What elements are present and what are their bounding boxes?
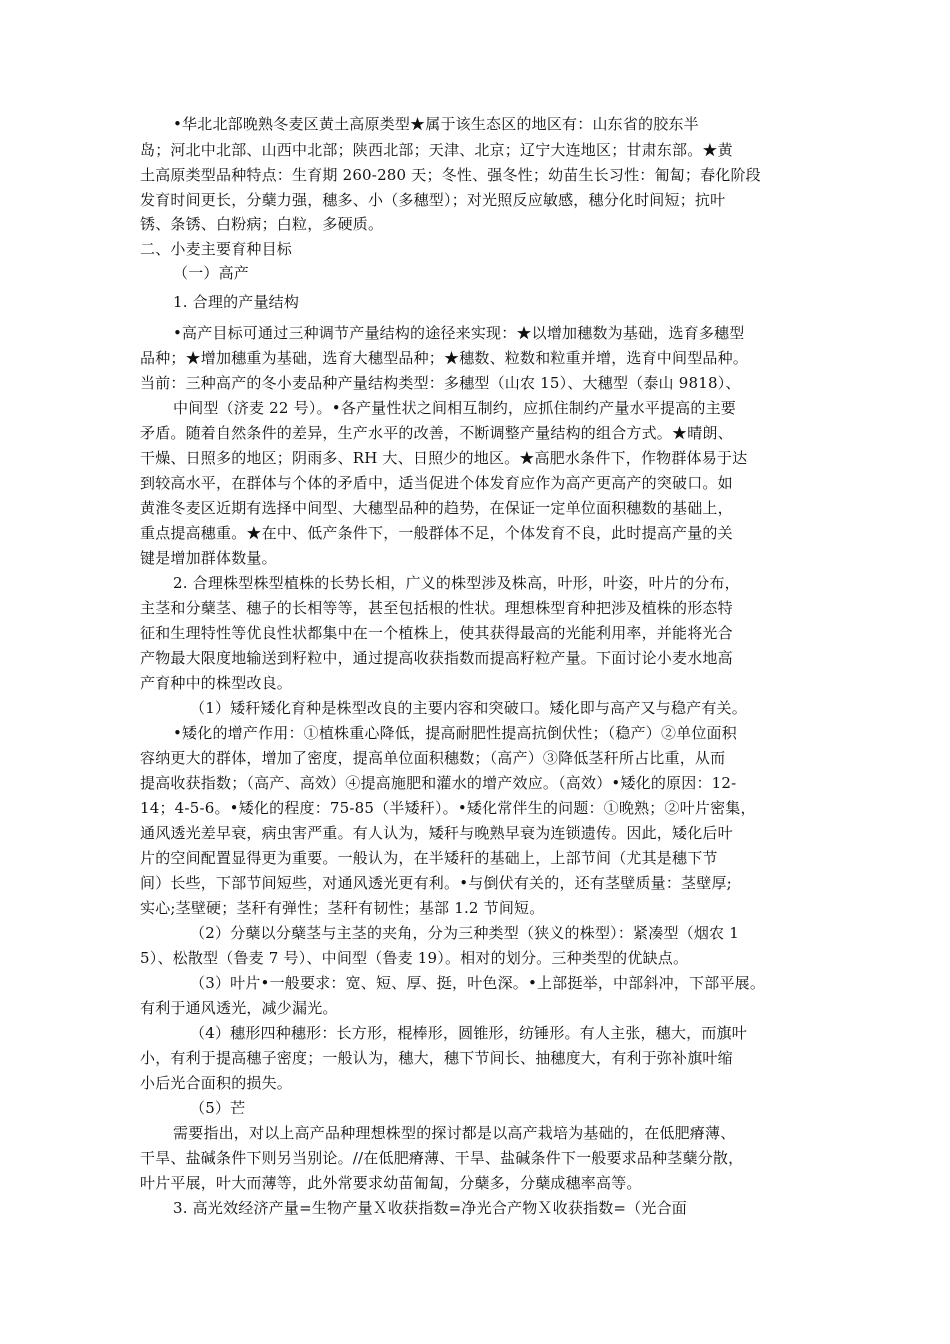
text-line: 主茎和分蘖茎、穗子的长相等等，甚至包括根的性状。理想株型育种把涉及植株的形态特 bbox=[140, 599, 733, 617]
text-line: 片的空间配置显得更为重要。一般认为，在半矮秆的基础上，上部节间（尤其是穗下节 bbox=[140, 849, 718, 867]
text-line: 容纳更大的群体，增加了密度，提高单位面积穗数；（高产）③降低茎秆所占比重，从而 bbox=[140, 749, 726, 767]
text-line: 品种；★增加穗重为基础，选育大穗型品种；★穗数、粒数和粒重并增，选育中间型品种。 bbox=[140, 349, 749, 367]
text-line: （1）矮秆矮化育种是株型改良的主要内容和突破口。矮化即与高产又与稳产有关。 bbox=[190, 699, 747, 717]
text-line: •华北北部晚熟冬麦区黄土高原类型★属于该生态区的地区有：山东省的胶东半 bbox=[173, 115, 699, 133]
text-line: 提高收获指数；（高产、高效）④提高施肥和灌水的增产效应。（高效）•矮化的原因：12- bbox=[140, 774, 737, 792]
text-line: 产物最大限度地输送到籽粒中，通过提高收获指数而提高籽粒产量。下面讨论小麦水地高 bbox=[140, 649, 733, 667]
text-line: 中间型（济麦 22 号）。•各产量性状之间相互制约，应抓住制约产量水平提高的主要 bbox=[173, 399, 736, 417]
text-line: 产育种中的株型改良。 bbox=[140, 674, 293, 692]
text-line: 实心;茎壁硬；茎秆有弹性；茎秆有韧性；基部 1.2 节间短。 bbox=[140, 899, 545, 917]
text-line: （4）穗形四种穗形：长方形，棍棒形，圆锥形，纺锤形。有人主张，穗大，而旗叶 bbox=[190, 1024, 747, 1042]
text-line: 通风透光差早衰，病虫害严重。有人认为，矮秆与晚熟早衰为连锁遗传。因此，矮化后叶 bbox=[140, 824, 733, 842]
text-line: 干燥、日照多的地区；阴雨多、RH 大、日照少的地区。★高肥水条件下，作物群体易于达 bbox=[140, 449, 748, 467]
text-line: •矮化的增产作用：①植株重心降低，提高耐肥性提高抗倒伏性；（稳产）②单位面积 bbox=[173, 724, 737, 742]
text-line: 到较高水平，在群体与个体的矛盾中，适当促进个体发育应作为高产更高产的突破口。如 bbox=[140, 474, 733, 492]
text-line: 间）长些，下部节间短些，对通风透光更有利。•与倒伏有关的，还有茎壁质量：茎壁厚; bbox=[140, 874, 732, 892]
text-line: 矛盾。随着自然条件的差异，生产水平的改善，不断调整产量结构的组合方式。★晴朗、 bbox=[140, 424, 733, 442]
text-line: 需要指出，对以上高产品种理想株型的探讨都是以高产栽培为基础的，在低肥瘠薄、 bbox=[173, 1124, 736, 1142]
text-line: 黄淮冬麦区近期有选择中间型、大穗型品种的趋势，在保证一定单位面积穗数的基础上， bbox=[140, 499, 733, 517]
text-line: （2）分蘖以分蘖茎与主茎的夹角，分为三种类型（狭义的株型）：紧凑型（烟农 1 bbox=[190, 924, 739, 942]
text-line: 当前：三种高产的冬小麦品种产量结构类型：多穗型（山农 15）、大穗型（泰山 9818）、 bbox=[140, 374, 741, 392]
text-line: 干旱、盐碱条件下则另当别论。//在低肥瘠薄、干旱、盐碱条件下一般要求品种茎蘖分散， bbox=[140, 1149, 744, 1167]
text-line: 岛；河北中北部、山西中北部；陕西北部；天津、北京；辽宁大连地区；甘肃东部。★黄 bbox=[140, 141, 733, 159]
section-heading: 二、小麦主要育种目标 bbox=[140, 240, 293, 258]
text-line: 发育时间更长，分蘖力强，穗多、小（多穗型）；对光照反应敏感，穗分化时间短；抗叶 bbox=[140, 191, 726, 209]
text-line: •高产目标可通过三种调节产量结构的途径来实现：★以增加穗数为基础，选育多穗型 bbox=[173, 324, 745, 342]
text-line: 征和生理特性等优良性状都集中在一个植株上，使其获得最高的光能利用率，并能将光合 bbox=[140, 624, 733, 642]
text-line: 2. 合理株型株型植株的长势长相，广义的株型涉及株高，叶形，叶姿，叶片的分布， bbox=[173, 574, 740, 592]
text-line: 小，有利于提高穗子密度；一般认为，穗大，穗下节间长、抽穗度大，有利于弥补旗叶缩 bbox=[140, 1049, 733, 1067]
text-line: 键是增加群体数量。 bbox=[140, 549, 277, 567]
text-line: 5）、松散型（鲁麦 7 号）、中间型（鲁麦 19）。相对的划分。三种类型的优缺点。 bbox=[140, 949, 689, 967]
text-line: 叶片平展，叶大而薄等，此外常要求幼苗匍匐，分蘖多，分蘖成穗率高等。 bbox=[140, 1174, 642, 1192]
text-line: 土高原类型品种特点：生育期 260-280 天；冬性、强冬性；幼苗生长习性：匍匐；春化阶段 bbox=[140, 166, 761, 184]
text-line: 锈、条锈、白粉病；白粒，多硬质。 bbox=[140, 215, 384, 233]
text-line: （3）叶片•一般要求：宽、短、厚、挺，叶色深。•上部挺举，中部斜冲，下部平展。 bbox=[190, 974, 766, 992]
numbered-heading: 1. 合理的产量结构 bbox=[173, 293, 300, 311]
text-line: 有利于通风透光，减少漏光。 bbox=[140, 999, 338, 1017]
numbered-heading: 3. 高光效经济产量=生物产量Ｘ收获指数=净光合产物Ｘ收获指数=（光合面 bbox=[173, 1199, 687, 1217]
subsection-heading: （一）高产 bbox=[173, 264, 250, 282]
text-line: 14；4-5-6。•矮化的程度：75-85（半矮秆）。•矮化常伴生的问题：①晚熟；②叶片密集， bbox=[140, 799, 756, 817]
text-line: 小后光合面积的损失。 bbox=[140, 1074, 293, 1092]
text-line: 重点提高穗重。★在中、低产条件下，一般群体不足，个体发育不良，此时提高产量的关 bbox=[140, 524, 733, 542]
text-line: （5）芒 bbox=[190, 1099, 246, 1117]
